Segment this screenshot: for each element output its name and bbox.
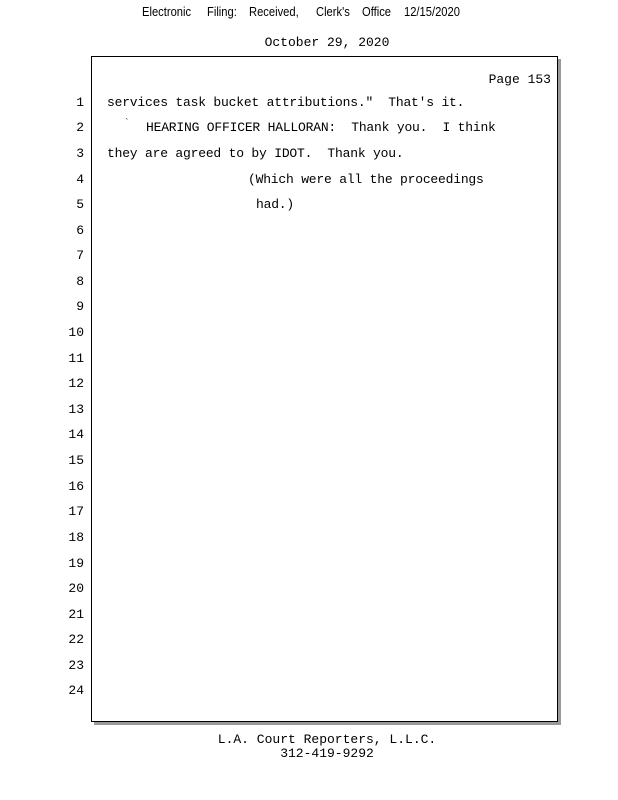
stamp-office: Office <box>362 4 391 19</box>
line-number: 2 <box>76 120 84 135</box>
stamp-date: 12/15/2020 <box>404 4 460 19</box>
stamp-clerks: Clerk's <box>316 4 350 19</box>
line-number: 6 <box>76 223 84 238</box>
line-number: 4 <box>76 172 84 187</box>
line-number: 8 <box>76 274 84 289</box>
reporter-phone: 312-419-9292 <box>280 746 374 761</box>
transcript-line-2: HEARING OFFICER HALLORAN: Thank you. I think <box>146 120 496 135</box>
reporter-name: L.A. Court Reporters, L.L.C. <box>217 732 437 747</box>
line-number: 7 <box>76 248 84 263</box>
line-number: 9 <box>76 299 84 314</box>
line-number: 17 <box>68 504 84 519</box>
line-number: 24 <box>68 683 84 698</box>
transcript-line-4: (Which were all the proceedings <box>248 172 484 187</box>
transcript-line-3: they are agreed to by IDOT. Thank you. <box>107 146 404 161</box>
transcript-line-2-mark: ` <box>124 118 130 128</box>
line-number: 3 <box>76 146 84 161</box>
line-number: 14 <box>68 427 84 442</box>
page-number: Page 153 <box>488 72 551 87</box>
line-number: 21 <box>68 607 84 622</box>
line-number: 12 <box>68 376 84 391</box>
line-number: 11 <box>68 351 84 366</box>
stamp-electronic: Electronic <box>142 4 192 19</box>
stamp-filing: Filing: <box>207 4 237 19</box>
line-number: 19 <box>68 556 84 571</box>
transcript-line-1: services task bucket attributions." That's it. <box>107 95 465 110</box>
stamp-received: Received, <box>249 4 299 19</box>
line-number: 18 <box>68 530 84 545</box>
line-number: 23 <box>68 658 84 673</box>
line-number: 10 <box>68 325 84 340</box>
line-number: 5 <box>76 197 84 212</box>
line-number: 1 <box>76 95 84 110</box>
line-number: 13 <box>68 402 84 417</box>
transcript-date: October 29, 2020 <box>264 35 390 50</box>
line-number: 20 <box>68 581 84 596</box>
line-number: 15 <box>68 453 84 468</box>
line-number: 16 <box>68 479 84 494</box>
line-number: 22 <box>68 632 84 647</box>
transcript-line-5: had.) <box>256 197 295 212</box>
filing-stamp <box>0 4 618 22</box>
